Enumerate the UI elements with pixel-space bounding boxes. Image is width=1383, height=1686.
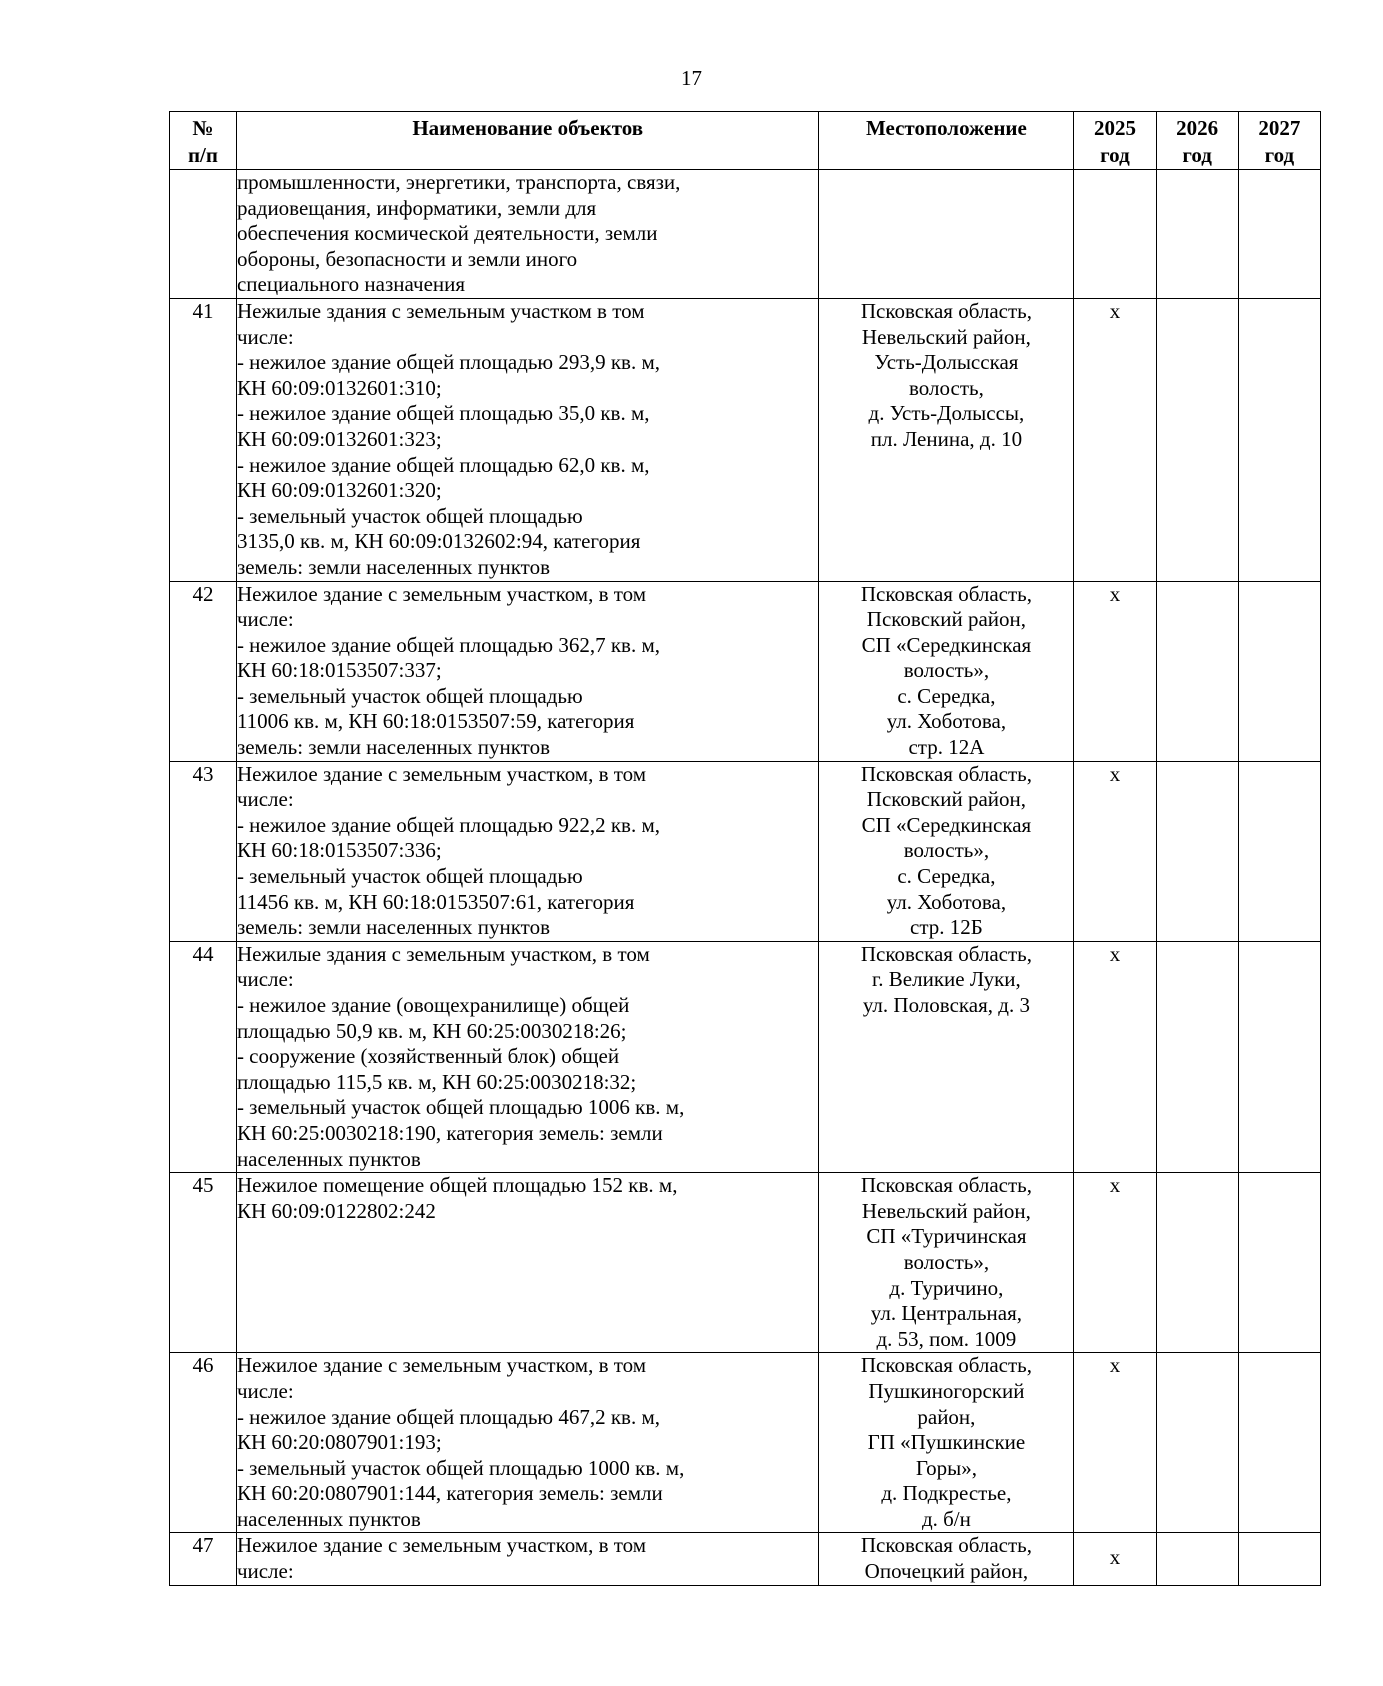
header-name: Наименование объектов: [236, 112, 819, 170]
header-2027: 2027 год: [1238, 112, 1320, 170]
row-mark-2025: х: [1074, 1533, 1156, 1585]
row-mark-2025: х: [1074, 298, 1156, 581]
row-location: Псковская область, Опочецкий район,: [819, 1533, 1074, 1585]
row-number: 46: [170, 1353, 237, 1533]
row-object-name: Нежилое здание с земельным участком, в том числе: - нежилое здание общей площадью 922,2 кв. м, КН 60:18:0153507:336; - земельный участок общей площадью 11456 кв. м, КН 60:18:0153507:61, категория земель: земли населенных пунктов: [236, 761, 819, 941]
row-number: 45: [170, 1173, 237, 1353]
table-row: [170, 1533, 1321, 1585]
row-mark-2026: [1156, 1173, 1238, 1353]
page-number: 17: [681, 66, 702, 90]
row-mark-2027: [1238, 1353, 1320, 1533]
row-mark-2027: [1238, 298, 1320, 581]
table-row: [170, 1173, 1321, 1353]
row-number: 43: [170, 761, 237, 941]
row-location: Псковская область, Невельский район, Усть-Долысская волость, д. Усть-Долыссы, пл. Ленина, д. 10: [819, 298, 1074, 581]
row-mark-2026: [1156, 941, 1238, 1172]
table-row: [170, 581, 1321, 761]
row-object-name: Нежилые здания с земельным участком в том числе: - нежилое здание общей площадью 293,9 кв. м, КН 60:09:0132601:310; - нежилое здание общей площадью 35,0 кв. м, КН 60:09:0132601:323; - нежилое здание общей площадью 62,0 кв. м, КН 60:09:0132601:320; - земельный участок общей площадью 3135,0 кв. м, КН 60:09:0132602:94, категория земель: земли населенных пунктов: [236, 298, 819, 581]
row-object-name: Нежилое здание с земельным участком, в том числе: - нежилое здание общей площадью 362,7 кв. м, КН 60:18:0153507:337; - земельный участок общей площадью 11006 кв. м, КН 60:18:0153507:59, категория земель: земли населенных пунктов: [236, 581, 819, 761]
row-mark-2025: х: [1074, 1353, 1156, 1533]
row-location: Псковская область, Пушкиногорский район, ГП «Пушкинские Горы», д. Подкрестье, д. б/н: [819, 1353, 1074, 1533]
row-location: Псковская область, Невельский район, СП «Туричинская волость», д. Туричино, ул. Центральная, д. 53, пом. 1009: [819, 1173, 1074, 1353]
row-mark-2026: [1156, 298, 1238, 581]
row-object-name: Нежилое здание с земельным участком, в том числе:: [236, 1533, 819, 1585]
header-2025: 2025 год: [1074, 112, 1156, 170]
table-row: [170, 941, 1321, 1172]
row-mark-2025: х: [1074, 761, 1156, 941]
row-number: 44: [170, 941, 237, 1172]
table-row: [170, 761, 1321, 941]
header-num: № п/п: [170, 112, 237, 170]
row-mark-2025: х: [1074, 941, 1156, 1172]
row-mark-2025: х: [1074, 581, 1156, 761]
continuation-name: промышленности, энергетики, транспорта, связи, радиовещания, информатики, земли для обеспечения космической деятельности, земли обороны, безопасности и земли иного специального назначения: [236, 170, 819, 299]
row-mark-2027: [1238, 581, 1320, 761]
table-header-row: [170, 112, 1321, 170]
row-object-name: Нежилое помещение общей площадью 152 кв. м, КН 60:09:0122802:242: [236, 1173, 819, 1353]
row-object-name: Нежилое здание с земельным участком, в том числе: - нежилое здание общей площадью 467,2 кв. м, КН 60:20:0807901:193; - земельный участок общей площадью 1000 кв. м, КН 60:20:0807901:144, категория земель: земли населенных пунктов: [236, 1353, 819, 1533]
row-mark-2027: [1238, 1533, 1320, 1585]
row-location: Псковская область, Псковский район, СП «Середкинская волость», с. Середка, ул. Хоботова, стр. 12А: [819, 581, 1074, 761]
row-mark-2027: [1238, 941, 1320, 1172]
row-mark-2025: х: [1074, 1173, 1156, 1353]
row-number: 41: [170, 298, 237, 581]
row-mark-2026: [1156, 1353, 1238, 1533]
row-number: 47: [170, 1533, 237, 1585]
row-location: Псковская область, Псковский район, СП «Середкинская волость», с. Середка, ул. Хоботова, стр. 12Б: [819, 761, 1074, 941]
row-mark-2027: [1238, 761, 1320, 941]
table-row: [170, 1353, 1321, 1533]
row-mark-2026: [1156, 1533, 1238, 1585]
continuation-row: [170, 170, 1321, 299]
row-number: 42: [170, 581, 237, 761]
header-2026: 2026 год: [1156, 112, 1238, 170]
continuation-num: [170, 170, 237, 299]
header-location: Местоположение: [819, 112, 1074, 170]
row-mark-2027: [1238, 1173, 1320, 1353]
row-location: Псковская область, г. Великие Луки, ул. Половская, д. 3: [819, 941, 1074, 1172]
row-mark-2026: [1156, 581, 1238, 761]
objects-table: [169, 111, 1321, 1586]
row-mark-2026: [1156, 761, 1238, 941]
table-row: [170, 298, 1321, 581]
row-object-name: Нежилые здания с земельным участком, в том числе: - нежилое здание (овощехранилище) общей площадью 50,9 кв. м, КН 60:25:0030218:26; - сооружение (хозяйственный блок) общей площадью 115,5 кв. м, КН 60:25:0030218:32; - земельный участок общей площадью 1006 кв. м, КН 60:25:0030218:190, категория земель: земли населенных пунктов: [236, 941, 819, 1172]
